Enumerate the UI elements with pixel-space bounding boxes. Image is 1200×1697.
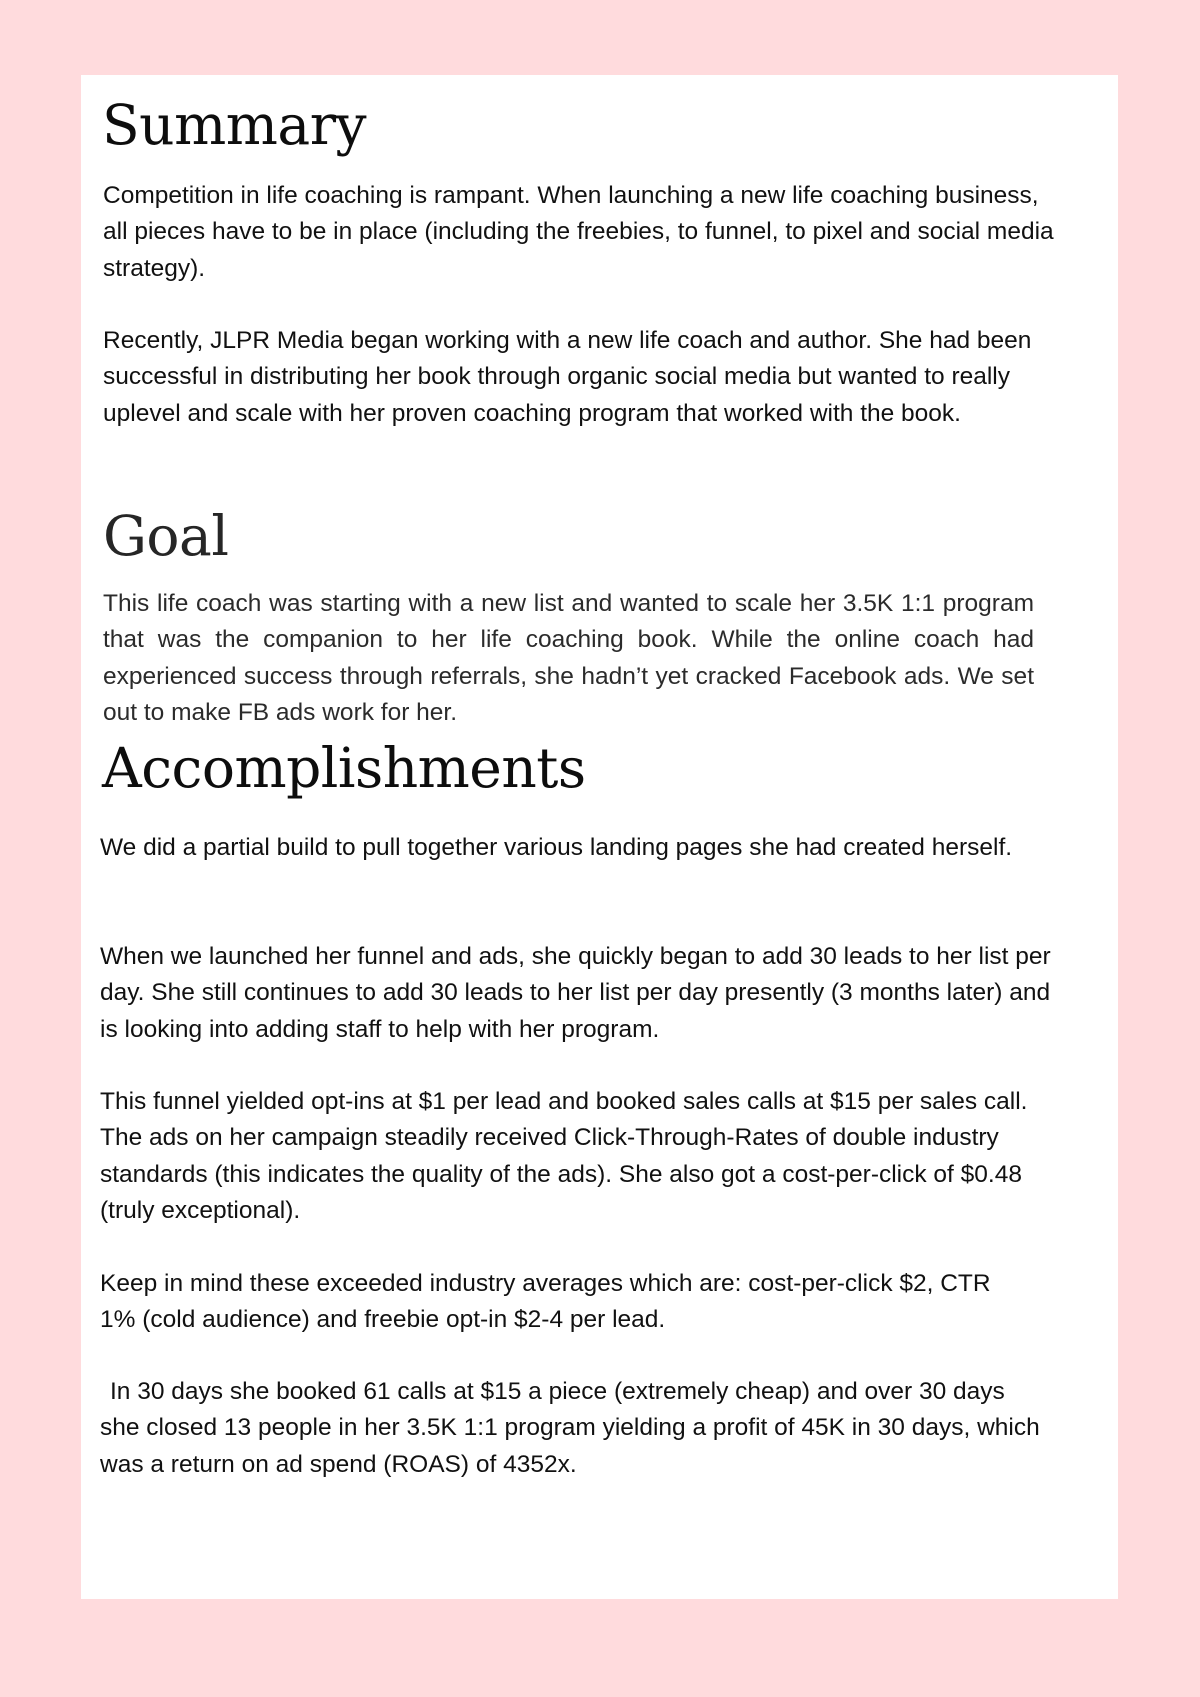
accomplishments-paragraph-5: In 30 days she booked 61 calls at $15 a piece (extremely cheap) and over 30 days she closed 13 people in her 3.5K 1:1 program yielding a profit of 45K in 30 days, which was a return on ad spend (ROAS) of 4352x.: [100, 1378, 1040, 1478]
goal-paragraph: This life coach was starting with a new list and wanted to scale her 3.5K 1:1 program that was the companion to her life coaching book. While the online coach had experienced success through referrals, she hadn’t yet cracked Facebook ads. We set out to make FB ads work for her.: [103, 590, 1034, 726]
accomplishments-paragraph-3: This funnel yielded opt-ins at $1 per lead and booked sales calls at $15 per sales call. The ads on her campaign steadily received Click-Through-Rates of double industry standards (this indicates the quality of the ads). She also got a cost-per-click of $0.48 (truly exceptional).: [100, 1088, 1028, 1224]
summary-paragraph-2: Recently, JLPR Media began working with a new life coach and author. She had been successful in distributing her book through organic social media but wanted to really uplevel and scale with her proven coaching program that worked with the book.: [103, 327, 1032, 427]
accomplishments-paragraph-4: Keep in mind these exceeded industry averages which are: cost-per-click $2, CTR 1% (cold audience) and freebie opt-in $2-4 per lead.: [100, 1270, 991, 1334]
goal-heading: Goal: [103, 504, 229, 568]
summary-paragraph-1: Competition in life coaching is rampant. When launching a new life coaching business, all pieces have to be in place (including the freebies, to funnel, to pixel and social media strategy).: [103, 182, 1054, 282]
accomplishments-paragraph-1: We did a partial build to pull together various landing pages she had created herself.: [100, 834, 1013, 861]
document-card: [81, 75, 1118, 1599]
accomplishments-heading: Accomplishments: [102, 736, 586, 800]
accomplishments-paragraph-2: When we launched her funnel and ads, she quickly began to add 30 leads to her list per day. She still continues to add 30 leads to her list per day presently (3 months later) and is looking into adding staff to help with her program.: [100, 943, 1051, 1043]
summary-heading: Summary: [102, 93, 367, 157]
